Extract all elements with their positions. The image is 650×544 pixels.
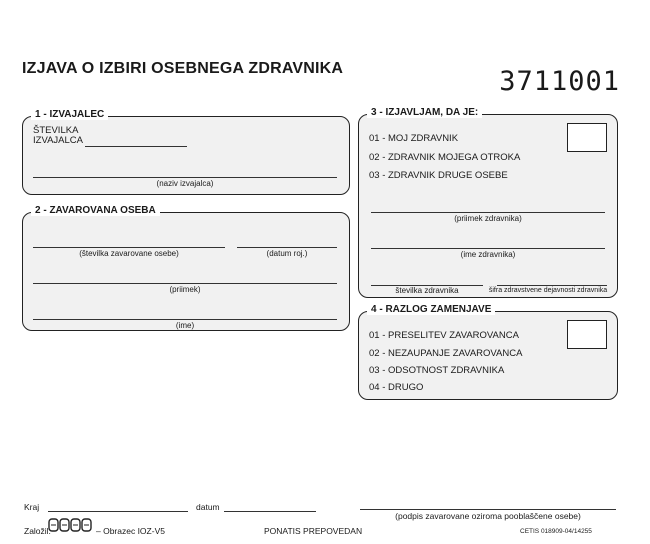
signature-caption: (podpis zavarovane oziroma pooblaščene osebe) [395, 511, 581, 521]
insured-number-field[interactable] [33, 247, 225, 248]
section-declaration [358, 107, 618, 298]
declaration-choice-box[interactable] [567, 123, 607, 152]
section-declaration-legend: 3 - IZJAVLJAM, DA JE: [367, 107, 482, 118]
provider-number-label-1: ŠTEVILKA [33, 125, 79, 136]
reason-option-03: 03 - ODSOTNOST ZDRAVNIKA [369, 365, 505, 376]
section-provider-legend: 1 - IZVAJALEC [31, 109, 108, 120]
activity-code-caption: šifra zdravstvene dejavnosti zdravnika [488, 287, 608, 294]
insured-surname-field[interactable] [33, 283, 337, 284]
insured-name-field[interactable] [33, 319, 337, 320]
insured-name-caption: (ime) [175, 321, 195, 330]
reason-option-01: 01 - PRESELITEV ZAVAROVANCA [369, 330, 519, 341]
section-insured-legend: 2 - ZAVAROVANA OSEBA [31, 205, 160, 216]
reason-choice-box[interactable] [567, 320, 607, 349]
insured-number-caption: (številka zavarovane osebe) [79, 249, 179, 258]
declaration-option-03: 03 - ZDRAVNIK DRUGE OSEBE [369, 170, 508, 181]
date-label: datum [196, 502, 220, 512]
section-insured-person [22, 205, 350, 331]
doctor-surname-caption: (priimek zdravnika) [454, 214, 522, 223]
birth-date-caption: (datum roj.) [266, 249, 308, 258]
provider-number-field[interactable] [85, 146, 187, 147]
declaration-option-01: 01 - MOJ ZDRAVNIK [369, 133, 459, 144]
insured-surname-caption: (priimek) [169, 285, 201, 294]
activity-code-field[interactable] [497, 285, 607, 286]
provider-name-caption: (naziv izvajalca) [156, 179, 214, 188]
doctor-name-field[interactable] [371, 248, 605, 249]
doctor-number-caption: številka zdravnika [395, 286, 459, 295]
form-title: IZJAVA O IZBIRI OSEBNEGA ZDRAVNIKA [22, 60, 344, 77]
copy-notice: PONATIS PREPOVEDAN [264, 526, 363, 536]
place-label: Kraj [24, 502, 40, 512]
print-code: CETIS 018909-04/14255 [520, 528, 592, 535]
birth-date-field[interactable] [237, 247, 337, 248]
declaration-option-02: 02 - ZDRAVNIK MOJEGA OTROKA [369, 152, 521, 163]
signature-field[interactable] [360, 509, 616, 510]
reason-option-02: 02 - NEZAUPANJE ZAVAROVANCA [369, 348, 523, 359]
section-reason-legend: 4 - RAZLOG ZAMENJAVE [367, 304, 495, 315]
section-provider [22, 109, 350, 195]
place-field[interactable] [48, 511, 188, 512]
doctor-name-caption: (ime zdravnika) [460, 250, 516, 259]
form-number: 3711001 [499, 66, 620, 97]
publisher-logo [48, 517, 92, 533]
provider-name-field[interactable] [33, 177, 337, 178]
publisher-label: Založil: [24, 526, 51, 536]
section-change-reason [358, 304, 618, 400]
reason-option-04: 04 - DRUGO [369, 382, 424, 393]
form-code: – Obrazec IOZ-V5 [96, 526, 165, 536]
doctor-surname-field[interactable] [371, 212, 605, 213]
date-field[interactable] [224, 511, 316, 512]
provider-number-label-2: IZVAJALCA [33, 135, 83, 146]
